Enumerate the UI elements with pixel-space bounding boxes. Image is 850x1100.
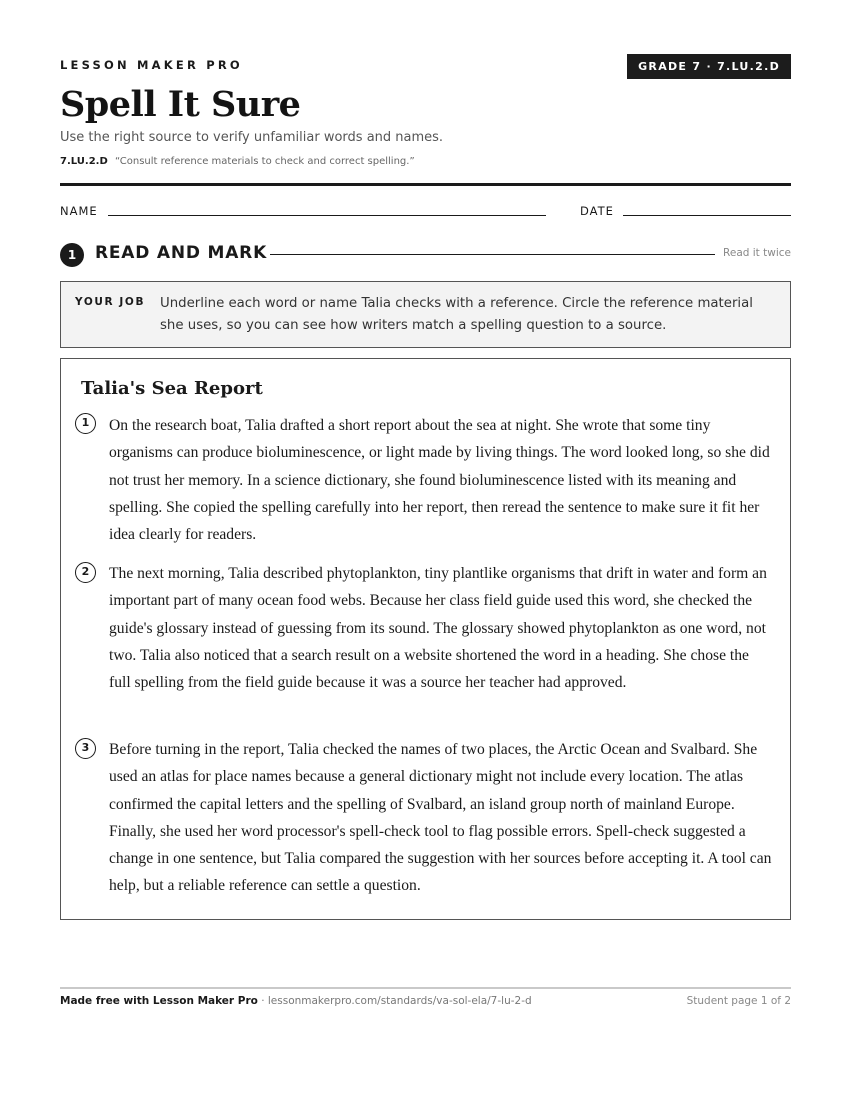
story-paragraph: The next morning, Talia described phytoplankton, tiny plantlike organisms that drift in water and form an important part of many ocean food webs. Because her class field guide used this word, she checked the guide's glossary instead of guessing from its sound. The glossary showed phytoplankton as one word, not two. Talia also noticed that a search result on a website shortened the word in a heading. She chose the full spelling from the field guide because it was a source her teacher had approved. xyxy=(109,565,767,692)
worksheet-page xyxy=(60,0,791,1100)
standard-code: 7.LU.2.D xyxy=(60,156,108,167)
paragraph-number: 2 xyxy=(75,562,96,583)
footer-url[interactable]: lessonmakerpro.com/standards/va-sol-ela/7-lu-2-d xyxy=(267,995,532,1007)
page-subtitle: Use the right source to verify unfamiliar words and names. xyxy=(60,130,444,145)
story-title: Talia's Sea Report xyxy=(81,378,263,399)
date-label: DATE xyxy=(580,204,614,218)
page-title: Spell It Sure xyxy=(60,84,301,125)
section-note: Read it twice xyxy=(723,247,791,259)
footer-separator: · xyxy=(257,995,268,1007)
section-title: READ AND MARK xyxy=(95,243,268,263)
name-field[interactable] xyxy=(108,215,546,216)
section-number: 1 xyxy=(60,243,84,267)
your-job-text: Underline each word or name Talia checks with a reference. Circle the reference material she uses, so you can see how writers match a spelling question to a source. xyxy=(160,296,753,333)
header-divider xyxy=(60,183,791,186)
name-label: NAME xyxy=(60,204,98,218)
grade-badge: GRADE 7 · 7.LU.2.D xyxy=(627,54,791,79)
standard-text: “Consult reference materials to check and correct spelling.” xyxy=(114,156,415,167)
footer-page-number: Student page 1 of 2 xyxy=(686,995,791,1007)
paragraph-number: 3 xyxy=(75,738,96,759)
story-paragraph: On the research boat, Talia drafted a short report about the sea at night. She wrote that some tiny organisms can produce bioluminescence, or light made by living things. The word looked long, so she did not trust her memory. In a science dictionary, she found bioluminescence listed with its meaning and spelling. She copied the spelling carefully into her report, then reread the sentence to make sure it fit her idea clearly for readers. xyxy=(109,417,770,544)
standard-line xyxy=(60,156,415,167)
footer-divider xyxy=(60,987,791,989)
date-field[interactable] xyxy=(623,215,791,216)
story-paragraph: Before turning in the report, Talia checked the names of two places, the Arctic Ocean and Svalbard. She used an atlas for place names because a general dictionary might not include every location. The atlas confirmed the capital letters and the spelling of Svalbard, an island group north of mainland Europe. Finally, she used her word processor's spell-check tool to flag possible errors. Spell-check suggested a change in one sentence, but Talia compared the suggestion with her sources before accepting it. A tool can help, but a reliable reference can settle a question. xyxy=(109,741,772,895)
paragraph-number: 1 xyxy=(75,413,96,434)
your-job-label: YOUR JOB xyxy=(75,296,146,308)
section-divider xyxy=(270,254,715,255)
story-box xyxy=(60,358,791,920)
your-job-box xyxy=(60,281,791,348)
footer-credit xyxy=(60,995,532,1007)
footer-made-with: Made free with Lesson Maker Pro xyxy=(60,995,258,1007)
brand-name: LESSON MAKER PRO xyxy=(60,58,243,72)
